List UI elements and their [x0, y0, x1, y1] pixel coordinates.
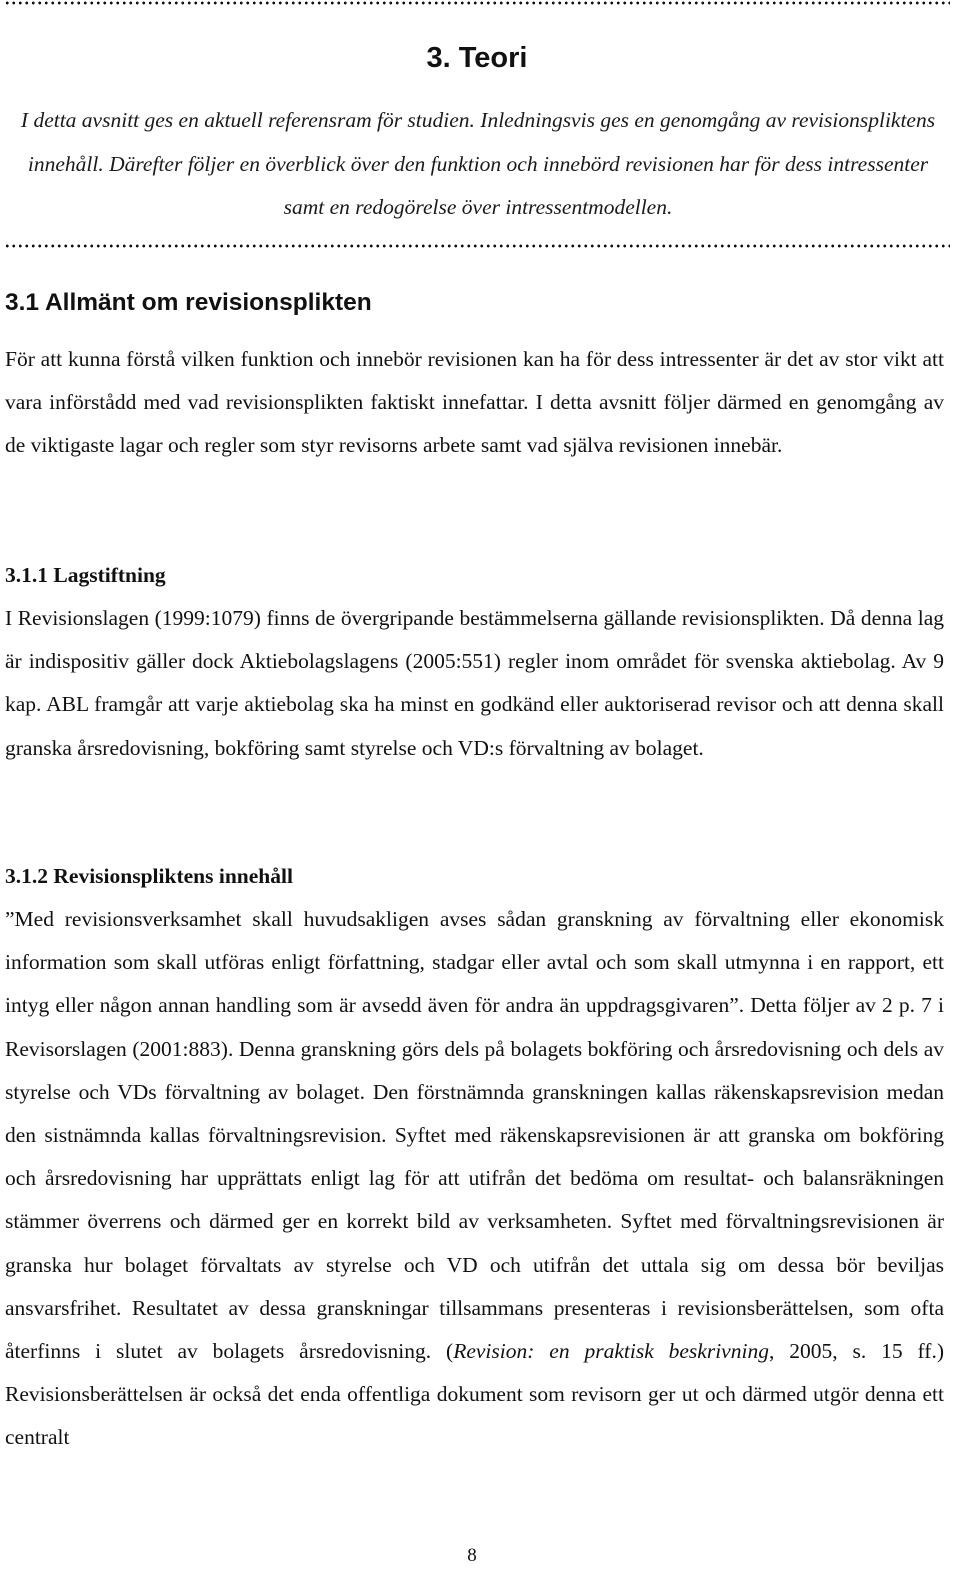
paragraph-text-after-citation: , 2005, s. 15 ff.) Revisionsberättelsen är också det enda offentliga dokument som revisorn ger ut och därmed utgör denna ett centralt — [5, 1339, 944, 1450]
section-heading: 3.1 Allmänt om revisionsplikten — [5, 289, 372, 316]
subsection-heading-lagstiftning: 3.1.1 Lagstiftning — [5, 563, 166, 587]
chapter-title: 3. Teori — [426, 42, 528, 74]
subsection-paragraph-revisionspliktens-innehall — [5, 898, 944, 1460]
chapter-intro: I detta avsnitt ges en aktuell referensram för studien. Inledningsvis ges en genomgång av revisionspliktens innehåll. Därefter följer en överblick över den funktion och innebörd revisionen har för dess intressenter samt en redogörelse över intressentmodellen. — [20, 108, 936, 219]
page-number: 8 — [467, 1545, 477, 1566]
subsection-heading-revisionspliktens-innehall: 3.1.2 Revisionspliktens innehåll — [5, 864, 293, 888]
paragraph-text-before-citation: ”Med revisionsverksamhet skall huvudsakligen avses sådan granskning av förvaltning eller ekonomisk information som skall utföras enligt författning, stadgar eller avtal och som skall utmynna i en rapport, ett intyg eller någon annan handling som är avsedd även för andra än uppdragsgivaren”. Detta följer av 2 p. 7 i Revisorslagen (2001:883). Denna granskning görs dels på bolagets bokföring och årsredovisning och dels av styrelse och VDs förvaltning av bolaget. Den förstnämnda granskningen kallas räkenskapsrevision medan den sistnämnda kallas förvaltningsrevision. Syftet med räkenskapsrevisionen är att granska om bokföring och årsredovisning har upprättats enligt lag för att utifrån det bedöma om resultat- och balansräkningen stämmer överrens och därmed ger en korrekt bild av verksamheten. Syftet med förvaltningsrevisionen är granska hur bolaget förvaltats av styrelse och VD och utifrån det uttala sig om dessa bör beviljas ansvarsfrihet. Resultatet av dessa granskningar tillsammans presenteras i revisionsberättelsen, som ofta återfinns i slutet av bolagets årsredovisning. ( — [5, 907, 944, 1364]
section-paragraph: För att kunna förstå vilken funktion och innebör revisionen kan ha för dess intressenter är det av stor vikt att vara införstådd med vad revisionsplikten faktiskt innefattar. I detta avsnitt följer därmed en genomgång av de viktigaste lagar och regler som styr revisorns arbete samt vad själva revisionen innebär. — [5, 347, 944, 458]
citation-title: Revision: en praktisk beskrivning — [453, 1339, 769, 1364]
intro-dotted-rule — [4, 244, 950, 248]
subsection-paragraph-lagstiftning: I Revisionslagen (1999:1079) finns de övergripande bestämmelserna gällande revisionsplikten. Då denna lag är indispositiv gäller dock Aktiebolagslagens (2005:551) regler inom området för svenska aktiebolag. Av 9 kap. ABL framgår att varje aktiebolag ska ha minst en godkänd eller auktoriserad revisor och att denna skall granska årsredovisning, bokföring samt styrelse och VD:s förvaltning av bolaget. — [5, 606, 944, 760]
top-dotted-rule — [4, 1, 950, 5]
